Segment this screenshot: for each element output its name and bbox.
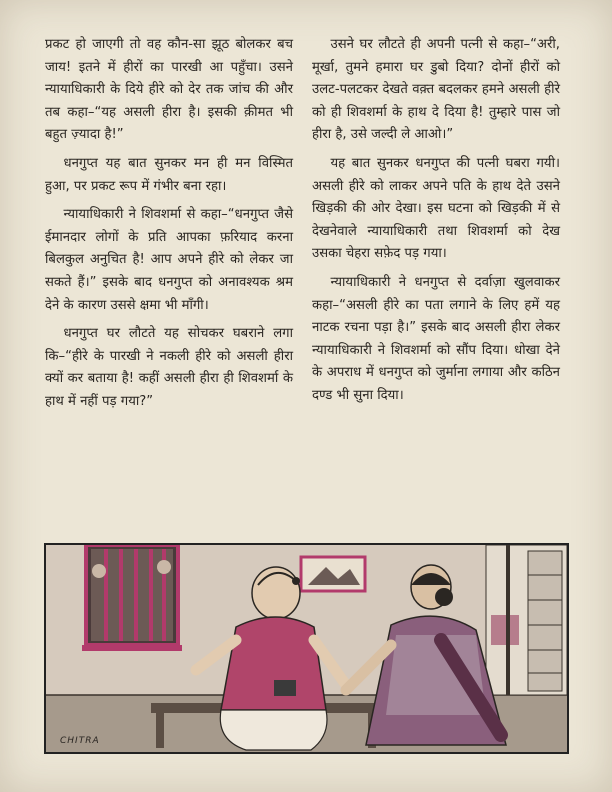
paragraph: धनगुप्त यह बात सुनकर मन ही मन विस्मित हुआ, पर प्रकट रूप में गंभीर बना रहा। <box>45 155 293 194</box>
barred-window <box>82 545 182 651</box>
artist-signature: CHITRA <box>60 736 100 746</box>
right-column <box>312 34 560 414</box>
paragraph: न्यायाधिकारी ने शिवशर्मा से कहा–“धनगुप्त जैसे ईमानदार लोगों के प्रति आपका फ़रियाद करना बिलकुल अनुचित है! आप अपने हीरे को लेकर जा सकते हैं।” इसके बाद धनगुप्त को अनावश्यक श्रम देने के कारण उससे क्षमा भी माँगी। <box>45 207 293 313</box>
illustration-drawing <box>46 545 567 752</box>
paragraph: यह बात सुनकर धनगुप्त की पत्नी घबरा गयी। असली हीरे को लाकर अपने पति के हाथ देते उसने खिड़की की ओर देखा। इस घटना को खिड़की में से देखनेवाले न्यायाधिकारी तथा शिवशर्मा को देख उसका चेहरा सफ़ेद पड़ गया। <box>312 155 560 262</box>
paragraph: उसने घर लौटते ही अपनी पत्नी से कहा–“अरी, मूर्खा, तुमने हमारा घर डुबो दिया? दोनों हीरों को उलट-पलटकर देखते वक़्त बदलकर हमने असली हीरे को ही शिवशर्मा के हाथ दे दिया है! तुम्हारे पास जो हीरा है, उसे जल्दी ले आओ।” <box>312 37 560 143</box>
story-illustration <box>44 543 569 754</box>
paragraph: न्यायाधिकारी ने धनगुप्त से दर्वाज़ा खुलवाकर कहा–“असली हीरे का पता लगाने के लिए हमें यह नाटक रचना पड़ा है।” इसके बाद असली हीरा लेकर न्यायाधिकारी ने शिवशर्मा को सौंप दिया। धोखा देने के अपराध में धनगुप्त को जुर्माना लगाया और कठिन दण्ड भी सुना दिया। <box>312 274 560 403</box>
paragraph: प्रकट हो जाएगी तो वह कौन-सा झूठ बोलकर बच जाय! इतने में हीरों का पारखी आ पहुँचा। उसने न्यायाधिकारी के दिये हीरे को देर तक जांच की और तब कहा–“यह असली हीरा है। इसकी क़ीमत भी बहुत ज़्यादा है!” <box>45 37 293 143</box>
shelf-cabinet <box>486 545 567 695</box>
left-column <box>45 34 293 420</box>
paragraph: धनगुप्त घर लौटते यह सोचकर घबराने लगा कि–“हीरे के पारखी ने नकली हीरे को असली हीरा क्यों कर बताया है! कहीं असली हीरा ही शिवशर्मा के हाथ में नहीं पड़ गया?” <box>45 326 293 409</box>
